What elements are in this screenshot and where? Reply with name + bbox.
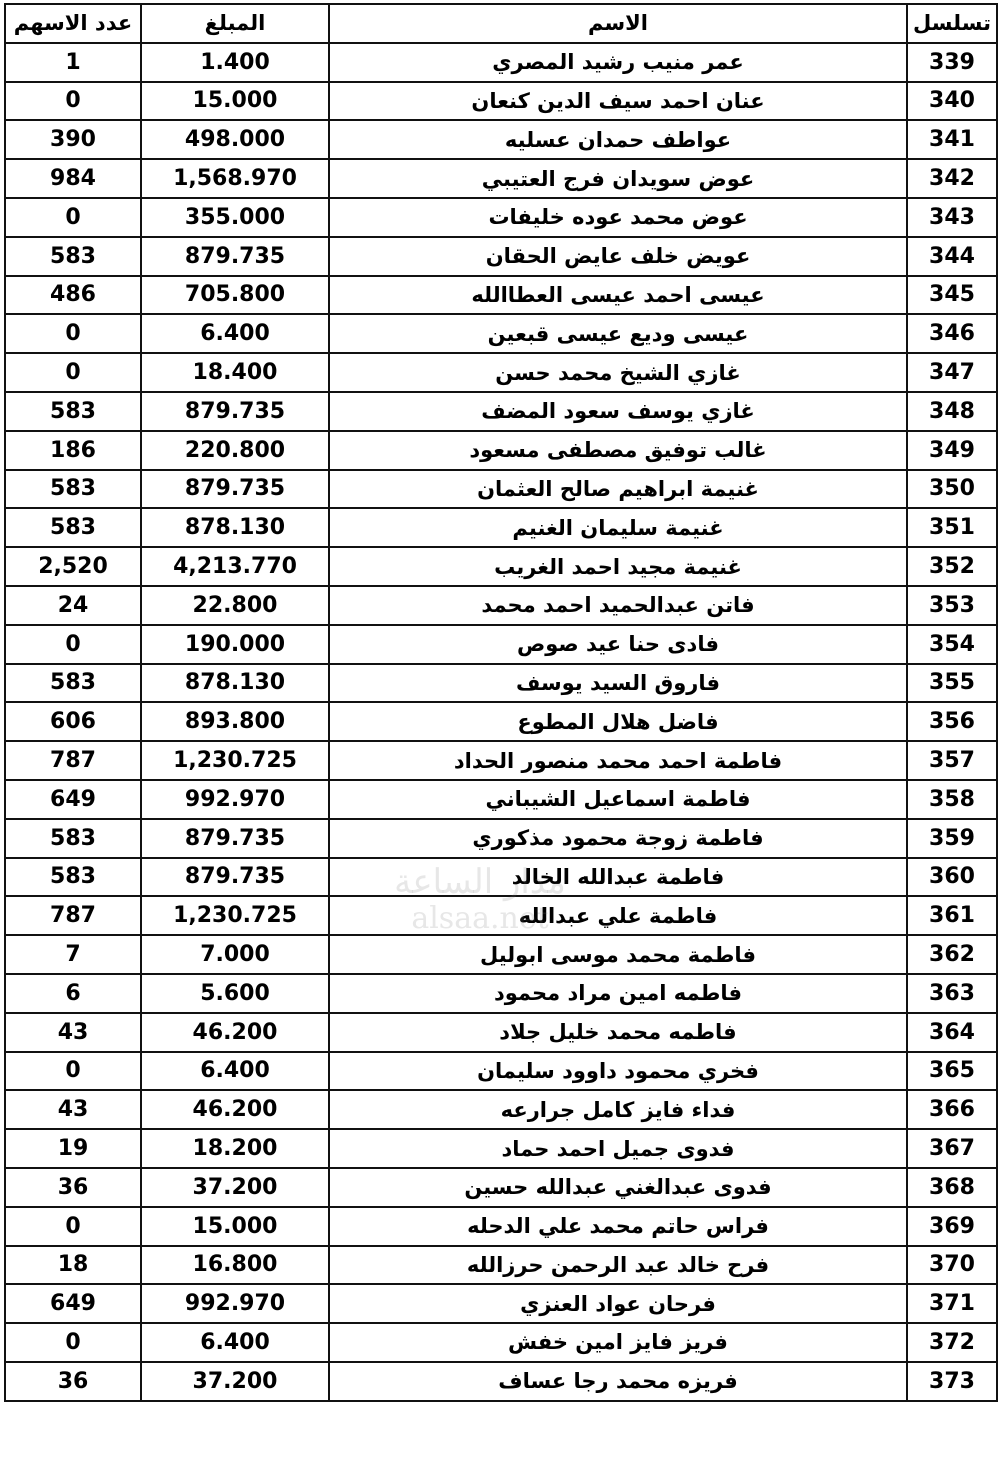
cell-shares: 984 <box>5 159 141 198</box>
cell-amount: 18.400 <box>141 353 329 392</box>
cell-amount: 16.800 <box>141 1246 329 1285</box>
cell-shares: 583 <box>5 392 141 431</box>
cell-amount: 1,568.970 <box>141 159 329 198</box>
cell-name: فداء فايز كامل جرارعه <box>329 1090 907 1129</box>
cell-shares: 2,520 <box>5 547 141 586</box>
cell-shares: 583 <box>5 508 141 547</box>
cell-name: فاطمة محمد موسى ابوليل <box>329 935 907 974</box>
cell-shares: 649 <box>5 780 141 819</box>
cell-shares: 36 <box>5 1168 141 1207</box>
cell-amount: 15.000 <box>141 1207 329 1246</box>
table-body <box>5 43 997 1401</box>
cell-seq: 353 <box>907 586 997 625</box>
cell-shares: 0 <box>5 1207 141 1246</box>
cell-seq: 350 <box>907 470 997 509</box>
cell-seq: 343 <box>907 198 997 237</box>
cell-amount: 879.735 <box>141 237 329 276</box>
cell-amount: 879.735 <box>141 858 329 897</box>
table-row <box>5 858 997 897</box>
cell-seq: 358 <box>907 780 997 819</box>
cell-shares: 24 <box>5 586 141 625</box>
cell-shares: 787 <box>5 741 141 780</box>
table-row <box>5 1129 997 1168</box>
cell-amount: 498.000 <box>141 120 329 159</box>
cell-shares: 0 <box>5 198 141 237</box>
cell-amount: 18.200 <box>141 1129 329 1168</box>
table-row <box>5 1013 997 1052</box>
cell-amount: 5.600 <box>141 974 329 1013</box>
cell-shares: 390 <box>5 120 141 159</box>
cell-seq: 347 <box>907 353 997 392</box>
cell-amount: 6.400 <box>141 1052 329 1091</box>
header-name: الاسم <box>329 4 907 43</box>
table-row <box>5 702 997 741</box>
cell-amount: 46.200 <box>141 1090 329 1129</box>
cell-amount: 355.000 <box>141 198 329 237</box>
cell-amount: 46.200 <box>141 1013 329 1052</box>
cell-name: فدوى جميل احمد حماد <box>329 1129 907 1168</box>
shareholders-sheet <box>4 3 996 1402</box>
watermark-arabic: مدار الساعة <box>394 862 566 902</box>
cell-name: فريز فايز امين خفش <box>329 1323 907 1362</box>
cell-seq: 339 <box>907 43 997 82</box>
cell-amount: 992.970 <box>141 780 329 819</box>
table-row <box>5 314 997 353</box>
cell-name: فاضل هلال المطوع <box>329 702 907 741</box>
table-row <box>5 1207 997 1246</box>
table-row <box>5 974 997 1013</box>
cell-shares: 1 <box>5 43 141 82</box>
table-row <box>5 470 997 509</box>
cell-amount: 37.200 <box>141 1168 329 1207</box>
cell-shares: 583 <box>5 237 141 276</box>
cell-shares: 7 <box>5 935 141 974</box>
cell-seq: 360 <box>907 858 997 897</box>
table-row <box>5 780 997 819</box>
table-row <box>5 935 997 974</box>
cell-shares: 43 <box>5 1090 141 1129</box>
table-row <box>5 586 997 625</box>
table-row <box>5 198 997 237</box>
cell-shares: 0 <box>5 314 141 353</box>
cell-name: عواطف حمدان عسليه <box>329 120 907 159</box>
cell-seq: 365 <box>907 1052 997 1091</box>
cell-amount: 1,230.725 <box>141 896 329 935</box>
cell-name: فاطمة زوجة محمود مذكوري <box>329 819 907 858</box>
table-row <box>5 276 997 315</box>
cell-amount: 879.735 <box>141 819 329 858</box>
cell-name: فاتن عبدالحميد احمد محمد <box>329 586 907 625</box>
cell-name: فريزه محمد رجا عساف <box>329 1362 907 1401</box>
cell-name: فاطمة اسماعيل الشيباني <box>329 780 907 819</box>
cell-shares: 0 <box>5 353 141 392</box>
table-row <box>5 664 997 703</box>
cell-shares: 787 <box>5 896 141 935</box>
cell-shares: 649 <box>5 1284 141 1323</box>
cell-name: فاطمه امين مراد محمود <box>329 974 907 1013</box>
cell-shares: 583 <box>5 470 141 509</box>
table-row <box>5 120 997 159</box>
cell-shares: 583 <box>5 819 141 858</box>
cell-seq: 359 <box>907 819 997 858</box>
cell-seq: 367 <box>907 1129 997 1168</box>
cell-amount: 879.735 <box>141 392 329 431</box>
cell-shares: 583 <box>5 858 141 897</box>
cell-seq: 370 <box>907 1246 997 1285</box>
cell-shares: 606 <box>5 702 141 741</box>
cell-seq: 346 <box>907 314 997 353</box>
cell-shares: 0 <box>5 1323 141 1362</box>
table-row <box>5 741 997 780</box>
cell-amount: 1,230.725 <box>141 741 329 780</box>
cell-seq: 352 <box>907 547 997 586</box>
cell-name: غنيمة ابراهيم صالح العثمان <box>329 470 907 509</box>
cell-name: غازي الشيخ محمد حسن <box>329 353 907 392</box>
cell-name: فادى حنا عيد صوص <box>329 625 907 664</box>
cell-seq: 369 <box>907 1207 997 1246</box>
cell-name: فاطمة احمد محمد منصور الحداد <box>329 741 907 780</box>
cell-shares: 36 <box>5 1362 141 1401</box>
table-row <box>5 392 997 431</box>
table-row <box>5 353 997 392</box>
table-row <box>5 82 997 121</box>
cell-shares: 0 <box>5 82 141 121</box>
cell-name: فاروق السيد يوسف <box>329 664 907 703</box>
cell-name: عوض محمد عوده خليفات <box>329 198 907 237</box>
cell-shares: 0 <box>5 1052 141 1091</box>
cell-name: عيسى احمد عيسى العطاالله <box>329 276 907 315</box>
table-row <box>5 1168 997 1207</box>
cell-amount: 705.800 <box>141 276 329 315</box>
cell-seq: 344 <box>907 237 997 276</box>
header-shares: عدد الاسهم <box>5 4 141 43</box>
table-row <box>5 237 997 276</box>
cell-name: فخري محمود داوود سليمان <box>329 1052 907 1091</box>
table-row <box>5 43 997 82</box>
cell-shares: 18 <box>5 1246 141 1285</box>
cell-amount: 878.130 <box>141 664 329 703</box>
cell-amount: 992.970 <box>141 1284 329 1323</box>
cell-name: غازي يوسف سعود المضف <box>329 392 907 431</box>
table-row <box>5 819 997 858</box>
cell-seq: 361 <box>907 896 997 935</box>
cell-name: غنيمة مجيد احمد الغريب <box>329 547 907 586</box>
cell-name: عوض سويدان فرج العتيبي <box>329 159 907 198</box>
cell-amount: 190.000 <box>141 625 329 664</box>
cell-name: فرح خالد عبد الرحمن حرزالله <box>329 1246 907 1285</box>
cell-amount: 879.735 <box>141 470 329 509</box>
cell-amount: 37.200 <box>141 1362 329 1401</box>
cell-seq: 366 <box>907 1090 997 1129</box>
cell-seq: 362 <box>907 935 997 974</box>
cell-amount: 878.130 <box>141 508 329 547</box>
cell-amount: 893.800 <box>141 702 329 741</box>
watermark-latin: alsaa.net <box>411 901 549 936</box>
cell-name: غالب توفيق مصطفى مسعود <box>329 431 907 470</box>
cell-seq: 371 <box>907 1284 997 1323</box>
header-row <box>5 4 997 43</box>
cell-seq: 364 <box>907 1013 997 1052</box>
table-row <box>5 896 997 935</box>
cell-name: فاطمه محمد خليل جلاد <box>329 1013 907 1052</box>
header-seq: تسلسل <box>907 4 997 43</box>
cell-seq: 357 <box>907 741 997 780</box>
cell-name: فرحان عواد العنزي <box>329 1284 907 1323</box>
cell-seq: 348 <box>907 392 997 431</box>
table-row <box>5 547 997 586</box>
cell-seq: 342 <box>907 159 997 198</box>
shareholders-table <box>4 3 998 1402</box>
cell-shares: 486 <box>5 276 141 315</box>
cell-seq: 363 <box>907 974 997 1013</box>
table-row <box>5 1323 997 1362</box>
cell-seq: 356 <box>907 702 997 741</box>
cell-shares: 186 <box>5 431 141 470</box>
cell-seq: 355 <box>907 664 997 703</box>
table-row <box>5 431 997 470</box>
table-row <box>5 1284 997 1323</box>
cell-amount: 15.000 <box>141 82 329 121</box>
cell-name: فاطمة علي عبدالله <box>329 896 907 935</box>
cell-amount: 1.400 <box>141 43 329 82</box>
cell-seq: 349 <box>907 431 997 470</box>
cell-seq: 351 <box>907 508 997 547</box>
cell-seq: 340 <box>907 82 997 121</box>
table-row <box>5 625 997 664</box>
cell-seq: 354 <box>907 625 997 664</box>
cell-shares: 0 <box>5 625 141 664</box>
cell-shares: 19 <box>5 1129 141 1168</box>
cell-seq: 373 <box>907 1362 997 1401</box>
cell-seq: 345 <box>907 276 997 315</box>
cell-amount: 4,213.770 <box>141 547 329 586</box>
cell-shares: 43 <box>5 1013 141 1052</box>
cell-amount: 220.800 <box>141 431 329 470</box>
cell-name: عيسى وديع عيسى قبعين <box>329 314 907 353</box>
cell-seq: 368 <box>907 1168 997 1207</box>
cell-name: فراس حاتم محمد علي الدحله <box>329 1207 907 1246</box>
cell-seq: 341 <box>907 120 997 159</box>
cell-name: عمر منيب رشيد المصري <box>329 43 907 82</box>
cell-amount: 6.400 <box>141 314 329 353</box>
cell-amount: 6.400 <box>141 1323 329 1362</box>
cell-name: غنيمة سليمان الغنيم <box>329 508 907 547</box>
header-amount: المبلغ <box>141 4 329 43</box>
cell-amount: 7.000 <box>141 935 329 974</box>
cell-seq: 372 <box>907 1323 997 1362</box>
cell-shares: 583 <box>5 664 141 703</box>
table-row <box>5 1246 997 1285</box>
cell-shares: 6 <box>5 974 141 1013</box>
table-row <box>5 1362 997 1401</box>
cell-amount: 22.800 <box>141 586 329 625</box>
table-row <box>5 1052 997 1091</box>
cell-name: عنان احمد سيف الدين كنعان <box>329 82 907 121</box>
cell-name: فدوى عبدالغني عبدالله حسين <box>329 1168 907 1207</box>
cell-name: فاطمة عبدالله الخالد <box>329 858 907 897</box>
table-row <box>5 508 997 547</box>
table-row <box>5 1090 997 1129</box>
cell-name: عويض خلف عايض الحقان <box>329 237 907 276</box>
table-row <box>5 159 997 198</box>
